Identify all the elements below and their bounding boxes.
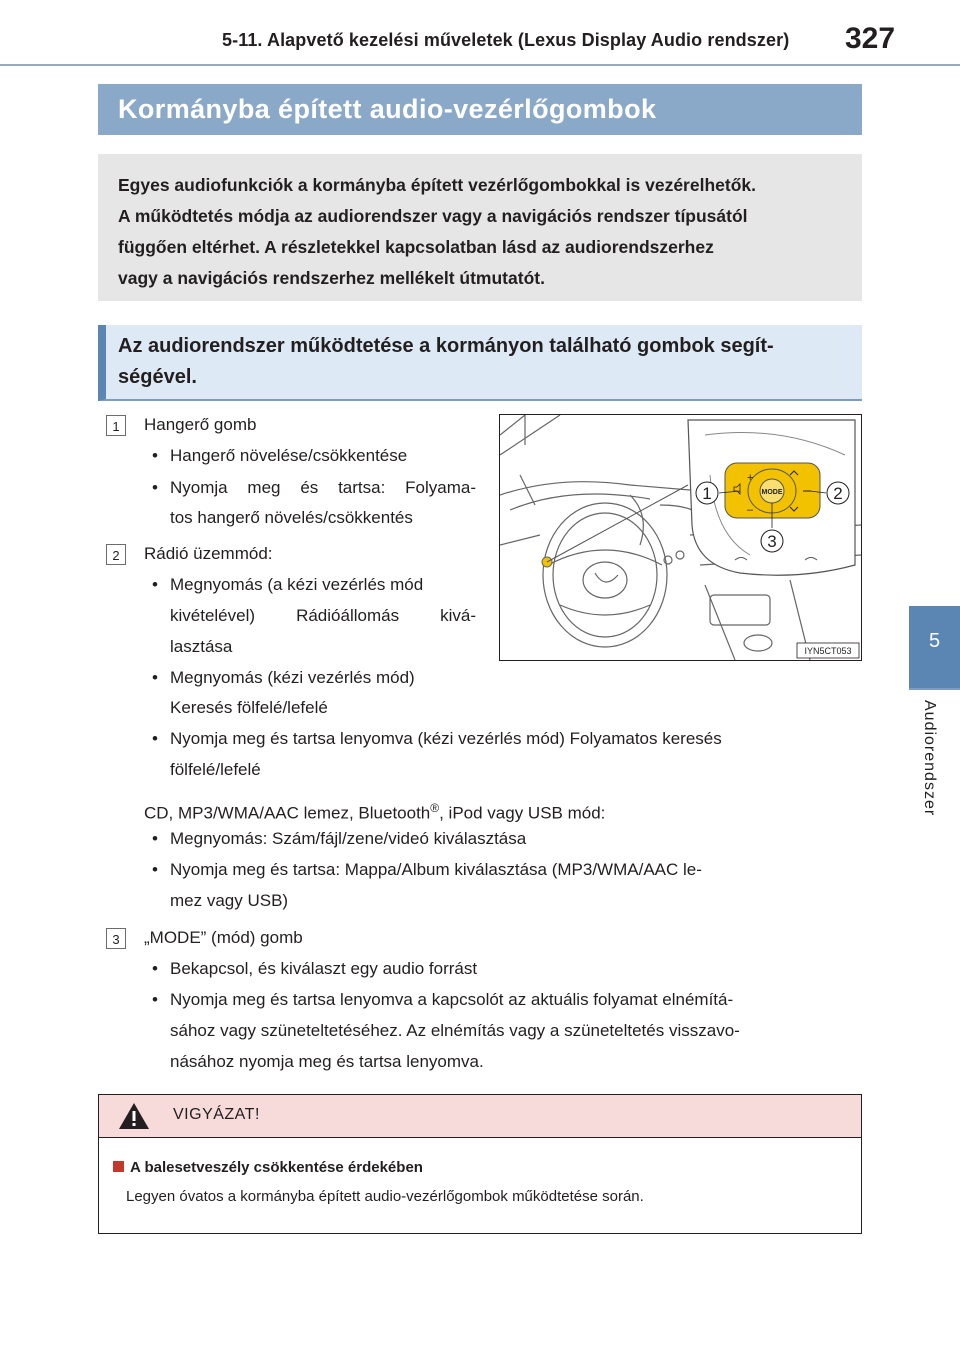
chapter-tab-number: 5 (909, 606, 960, 688)
item-1-bullet-2-line-1: Nyomja meg és tartsa: Folyama- (170, 478, 476, 497)
square-bullet-icon (113, 1161, 124, 1172)
item-1-title: Hangerő gomb (144, 415, 257, 434)
chapter-tab-label: Audiorendszer (921, 700, 938, 817)
intro-line: függően eltérhet. A részletekkel kapcsolatban lásd az audiorendszerhez (118, 237, 714, 257)
intro-line: vagy a navigációs rendszerhez mellékelt útmutatót. (118, 268, 545, 288)
item-2-bullet-3-line-2: fölfelé/lefelé (170, 760, 261, 779)
cd-title-part-1: CD, MP3/WMA/AAC lemez, Bluetooth (144, 803, 431, 823)
page-number: 327 (845, 22, 896, 55)
minus-label: – (747, 504, 754, 516)
item-3-bullet-1: Bekapcsol, és kiválaszt egy audio forrást (170, 959, 478, 978)
warning-icon (117, 1101, 151, 1131)
callout-1-label: 1 (702, 484, 712, 503)
callout-3-label: 3 (767, 532, 777, 551)
bullet-icon: • (152, 729, 158, 748)
bullet-icon: • (152, 446, 158, 465)
bullet-icon: • (152, 990, 158, 1009)
mode-label: MODE (761, 489, 783, 496)
caution-box (98, 1094, 862, 1234)
caution-subtitle: A balesetveszély csökkentése érdekében (130, 1159, 423, 1176)
item-2-cd-title (144, 797, 605, 825)
caution-title: VIGYÁZAT! (173, 1106, 260, 1123)
header-rule (0, 64, 960, 66)
figure-code: IYN5CT053 (804, 646, 852, 656)
intro-line: Egyes audiofunkciók a kormányba épített vezérlőgombokkal is vezérelhetők. (118, 175, 756, 195)
section-title: Kormányba épített audio-vezérlőgombok (98, 84, 862, 135)
caution-subtitle-row (113, 1159, 423, 1176)
item-2-bullet-1-line-3: lasztása (170, 637, 233, 656)
subheading (98, 325, 862, 401)
subheading-line: ségével. (118, 366, 197, 388)
item-2-bullet-5-line-2: mez vagy USB) (170, 891, 289, 910)
item-2-bullet-2-line-2: Keresés fölfelé/lefelé (170, 698, 328, 717)
callout-2-label: 2 (833, 484, 843, 503)
steering-wheel-illustration (499, 414, 862, 661)
item-3-bullet-2-line-1: Nyomja meg és tartsa lenyomva a kapcsolót az aktuális folyamat elnémítá- (170, 990, 734, 1009)
intro-line: A működtetés módja az audiorendszer vagy a navigációs rendszer típusától (118, 206, 748, 226)
item-2-bullet-1-line-1: Megnyomás (a kézi vezérlés mód (170, 575, 424, 594)
subheading-line: Az audiorendszer működtetése a kormányon található gombok segít- (118, 335, 774, 357)
dashboard-drawing (500, 415, 861, 660)
bullet-icon: • (152, 668, 158, 687)
item-number-3: 3 (106, 928, 126, 949)
cd-title-part-2: , iPod vagy USB mód: (439, 803, 606, 823)
item-1-bullet-2-line-2: tos hangerő növelés/csökkentés (170, 508, 413, 527)
item-3-title: „MODE” (mód) gomb (144, 928, 303, 947)
item-2-bullet-1-line-2: kivételével) Rádióállomás kivá- (170, 606, 476, 625)
item-2-title: Rádió üzemmód: (144, 544, 273, 563)
plus-label: + (747, 472, 754, 484)
chapter-tab-divider (909, 688, 960, 690)
bullet-icon: • (152, 575, 158, 594)
item-number-1: 1 (106, 415, 126, 436)
bullet-icon: • (152, 860, 158, 879)
caution-header (99, 1095, 861, 1138)
header-title: 5-11. Alapvető kezelési műveletek (Lexus Display Audio rendszer) (222, 30, 790, 50)
item-3-bullet-2-line-3: násához nyomja meg és tartsa lenyomva. (170, 1052, 484, 1071)
item-number-2: 2 (106, 544, 126, 565)
item-2-bullet-4: Megnyomás: Szám/fájl/zene/videó kiválasztása (170, 829, 527, 848)
item-1-bullet-1: Hangerő növelése/csökkentése (170, 446, 408, 465)
bullet-icon: • (152, 959, 158, 978)
item-3-bullet-2-line-2: sához vagy szüneteltetéséhez. Az elnémítás vagy a szüneteltetés visszavo- (170, 1021, 740, 1040)
item-2-bullet-5-line-1: Nyomja meg és tartsa: Mappa/Album kiválasztása (MP3/WMA/AAC le- (170, 860, 702, 879)
bullet-icon: • (152, 478, 158, 497)
intro-box (98, 154, 862, 301)
registered-mark: ® (430, 801, 440, 815)
item-2-bullet-3-line-1: Nyomja meg és tartsa lenyomva (kézi vezérlés mód) Folyamatos keresés (170, 729, 722, 748)
caution-text: Legyen óvatos a kormányba épített audio-vezérlőgombok működtetése során. (126, 1188, 644, 1205)
bullet-icon: • (152, 829, 158, 848)
item-2-bullet-2-line-1: Megnyomás (kézi vezérlés mód) (170, 668, 415, 687)
